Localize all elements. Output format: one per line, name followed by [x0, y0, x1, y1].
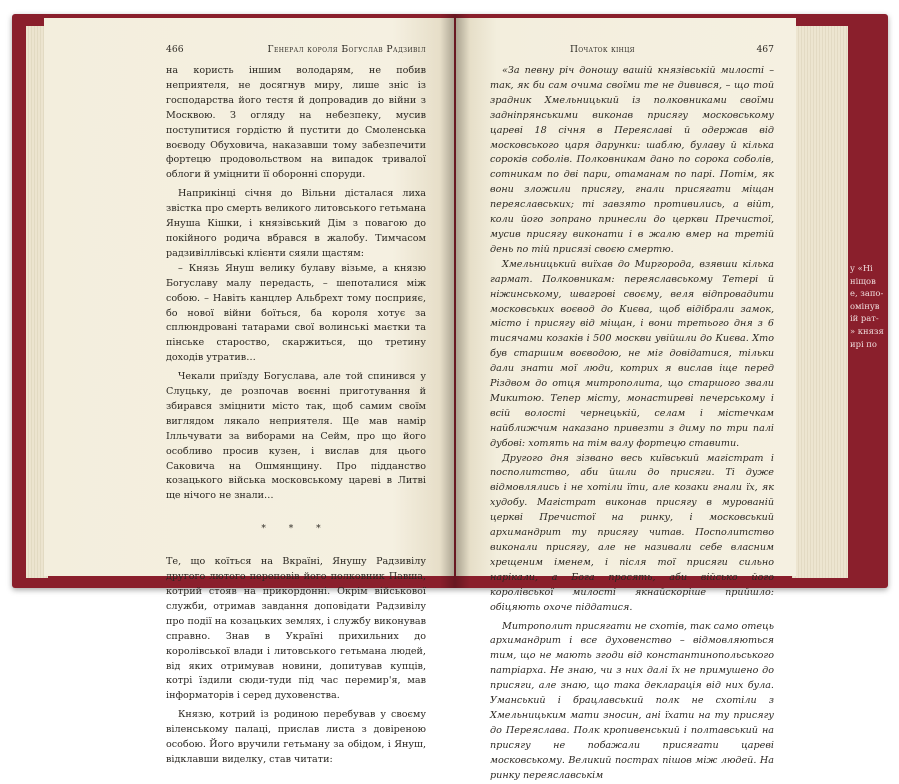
running-title: Початок кінця [570, 44, 635, 55]
background-text-line: ій рат- [850, 313, 879, 324]
page-number: 466 [166, 44, 184, 55]
paragraph: Те, що коїться на Вкраїні, Янушу Радзивілу другого лютого переповів його полковник Павша, котрий стояв на прикордонні. Окрім військової служби, отримав завдання доповідати Радзивілу про події на козацьких землях, і службу виконував справно. Знав в Україні прихильних до королівської влади і литовського гетьмана людей, від яких отримував новини, допитував купців, котрі їздили сюди-туди під час перемир'я, мав інформаторів і серед духовенства. [166, 556, 426, 702]
running-title: Генерал короля Богуслав Радзивіл [267, 44, 426, 55]
paragraph: Князю, котрий із родиною перебував у своєму віленському палаці, прислав листа з довіреною особою. Його вручили гетьману за обідом, і Януш, відклавши виделку, став читати: [166, 709, 426, 765]
background-text-line: омінув [850, 300, 880, 311]
section-separator: * * * [261, 524, 331, 535]
left-page [44, 18, 454, 765]
paragraph: Чекали приїзду Богуслава, але той спинився у Слуцьку, де розпочав воєнні приготування й збирався зміцнити місто так, щоб самим своїм виглядом лякало неприятеля. Ще мав намір Ілльчувати за виборами на Сейм, про що його особливо просив кузен, і вислав для цього Саковича на Ошмянщину. Про підданство козацького війська московському цареві в Литві ще нічого не знали… [166, 371, 426, 502]
paragraph: Наприкінці січня до Вільни дісталася лиха звістка про смерть великого литовського гетьмана Януша Кішки, і князівський Дім з повагою до покійного родича вбрався в жалобу. Тимчасом радзивіллівські клієнти сяяли щастям: [166, 188, 426, 259]
paragraph: «За певну річ доношу вашій князівській милості – так, як би сам очима своїми те не дивився, – що той зрадник Хмельницький із полковниками своїми задніпрянськими виконав присягу московському цареві 18 січня в Переяславі й одержав від московського царя дарунки: шаблю, булаву й кілька сорокiв соболів. Полковникам дано по сорока соболів, сотникам по дві пари, отаманам по парі. Потім, як вони зложили присягу, гнали присягати міщан переяславських; ті завзято противились, а війт, коли його зопрано принесли до церкви Пречистої, мусив присягу виконати і в жалю вмер на третій день по тій присязі своєю смертю. [490, 65, 774, 255]
right-page-edges [792, 26, 848, 578]
background-text-line: ніщов [850, 275, 876, 286]
right-page [456, 18, 796, 781]
right-page-text [490, 64, 774, 784]
paragraph: Митрополит присягати не схотів, так само отець архимандрит і все духовенство – відмовляються тим, що не мають згоди від константинопольського патріарха. Не знаю, чи з них далі їх не примушено до присяги, але знаю, що така декларація від них була. Уманський і брацлавський полк не схотіли з Хмельницьким мати зносин, ані їхати на ту присягу до Переяслава. Полк кропивенський і полтавський на присягу не побажали присягати цареві московському. Великий пострах пішов між людей. На ринку переяславськім [490, 620, 774, 781]
background-text-line: у «Ні [850, 263, 873, 273]
spine-shadow [440, 14, 470, 588]
paragraph: Хмельницький виїхав до Миргорода, взявши кілька гармат. Полковникам: переяславському Тетері й ніжинському, швагрові своєму, веля відпровадити московських воєвод до Києва, щоб відібрали замок, місто і присягу від міщан, і вони третього дня з 6 тисячами козаків і 500 москви увійшли до Києва. Хто був старшим воєводою, не міг довідатися, тільки дали знати мої люди, котрих я вислав іще перед Різдвом до отця митрополита, що старшого звали Микитою. Тепер місту, монастиреві печерському і всій волості чернецькій, селам і містечкам найближчим наказано привезти з диму по три палі дубові: хотять на тім валу фортецю ставити. [490, 258, 774, 449]
background-text-line: е, запо- [850, 288, 884, 299]
left-page-text [166, 64, 426, 768]
background-book-page [848, 262, 888, 392]
right-page-header [490, 44, 774, 55]
background-text-line: » князя [850, 325, 884, 336]
paragraph: – Князь Януш велику булаву візьме, а князю Богуславу малу передасть, – шепоталися між собою. – Навіть канцлер Альбрехт тому посприяє, бо нової війни боїться, ба короля хотує за сплюндровані татарами свої волинські маєтки та пінське староство, скаржиться, що третину доходів утратив… [166, 262, 426, 364]
background-text-line: ирі по [850, 338, 877, 349]
left-page-header [166, 44, 426, 55]
paragraph: на користь іншим володарям, не побив неприятеля, не досягнув миру, лише зніс із господарства його тестя й допровадив до війни з Москвою. З огляду на небезпеку, мусив поступитися гордістю й пустити до Смоленська воєводу Обуховича, наказавши тому забезпечити фортецю продовольством на випадок тривалої облоги й уміцнити її оборонні споруди. [166, 65, 426, 181]
page-number: 467 [756, 44, 774, 55]
paragraph: Другого дня зізвано весь київський магістрат і посполитство, аби йшли до присяги. Ті дуже відмовлялись і не хотіли їти, але козаки гнали їх, як худобу. Магістрат виконав присягу в мурованій церкві Пречистої на ринку, і московський архимандрит ту присягу читав. Посполитство виконали присягу, але не називали себе власним хрещеним іменем, і після тої присяги сильно нарікали, а Бога просять, аби військо його королівської милості якнайскоріше прийшло: обіцяють охоче піддатися. [490, 452, 774, 613]
